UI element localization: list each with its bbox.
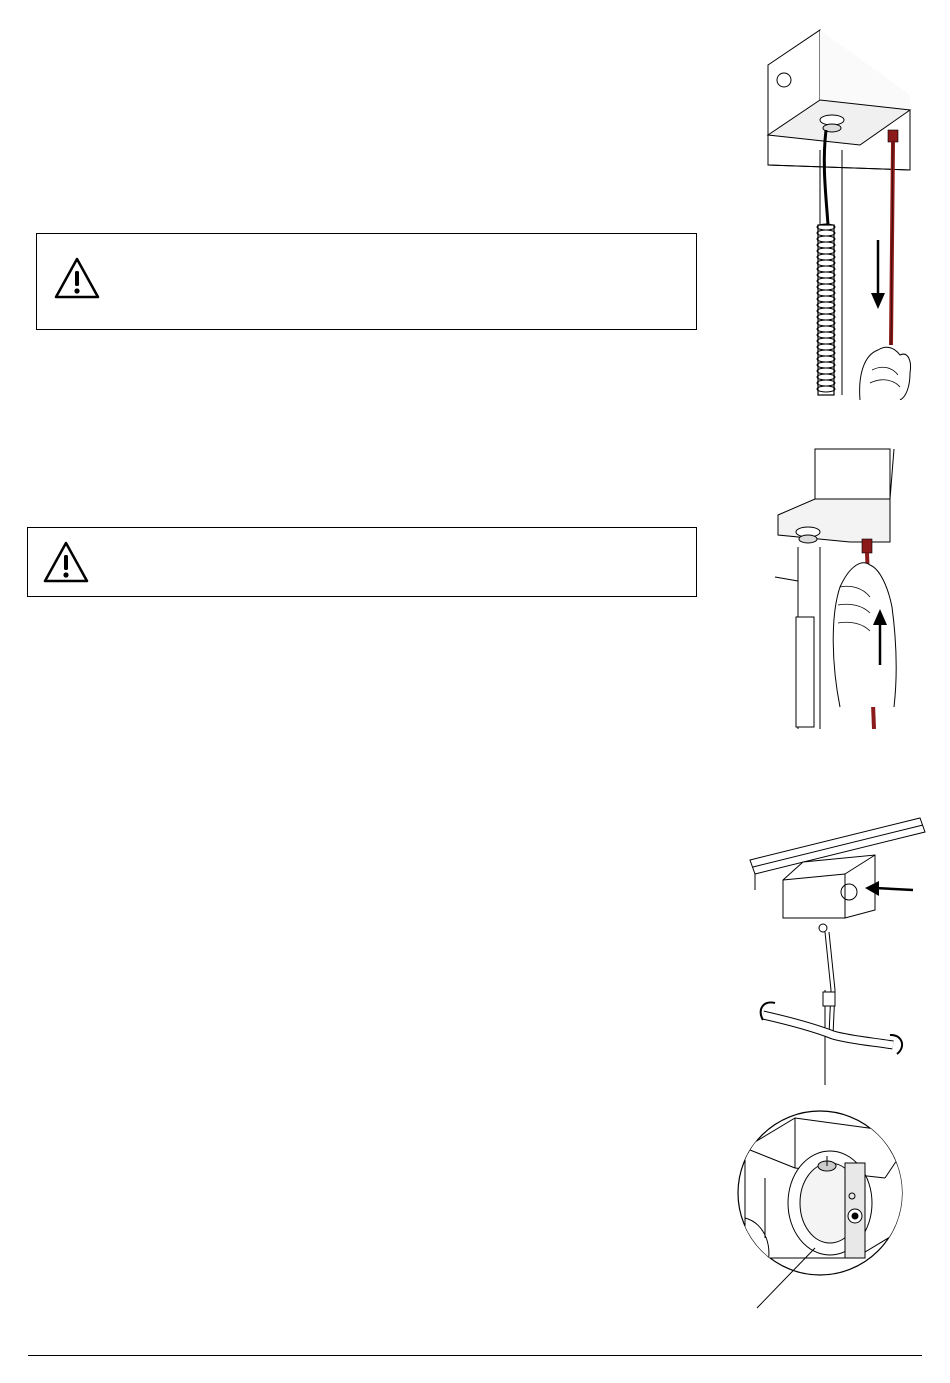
lift-unit-on-rail-figure bbox=[745, 810, 930, 1090]
warning-triangle-icon bbox=[53, 256, 101, 300]
emergency-lowering-cord-pull-down-figure bbox=[760, 25, 930, 400]
warning-box-2 bbox=[27, 527, 697, 597]
warning-box-1 bbox=[36, 233, 697, 330]
lift-unit-detail-close-up-figure bbox=[735, 1108, 910, 1313]
emergency-lowering-cord-push-up-figure bbox=[770, 447, 910, 729]
footer-rule bbox=[28, 1355, 922, 1356]
warning-triangle-icon bbox=[42, 540, 90, 584]
